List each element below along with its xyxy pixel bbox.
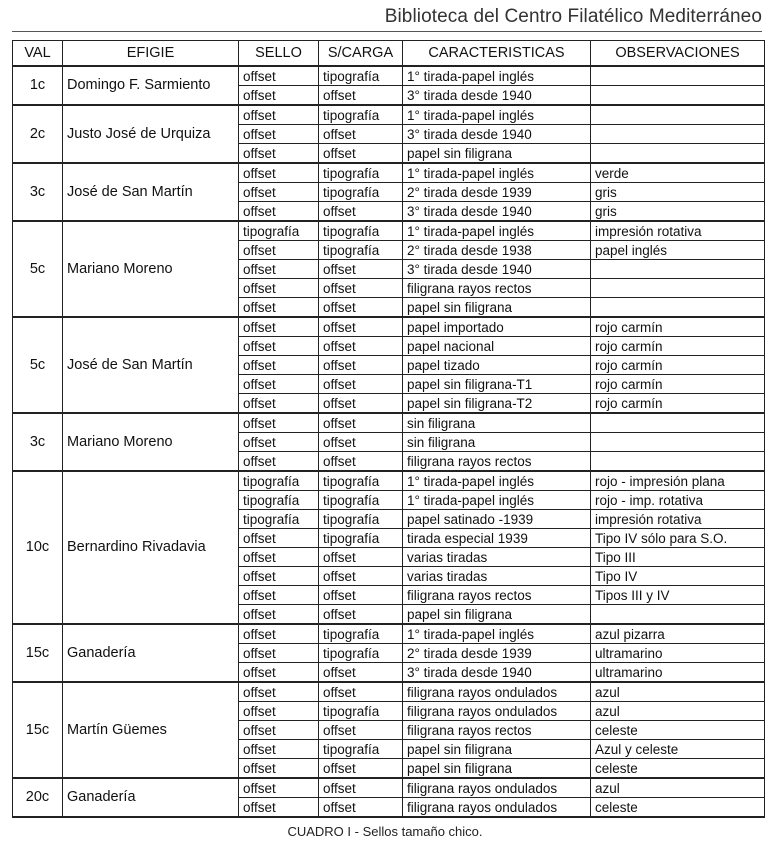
cell-observaciones: impresión rotativa [591, 510, 765, 529]
cell-sello: offset [239, 567, 319, 586]
cell-caracteristicas: filigrana rayos ondulados [403, 702, 591, 721]
cell-caracteristicas: 3° tirada desde 1940 [403, 125, 591, 144]
cell-scarga: offset [319, 144, 403, 164]
cell-observaciones: rojo carmín [591, 394, 765, 414]
cell-caracteristicas: 3° tirada desde 1940 [403, 202, 591, 222]
cell-sello: offset [239, 548, 319, 567]
cell-sello: offset [239, 183, 319, 202]
cell-observaciones: celeste [591, 798, 765, 818]
cell-scarga: offset [319, 298, 403, 318]
cell-scarga: tipografía [319, 644, 403, 663]
cell-caracteristicas: 2° tirada desde 1939 [403, 183, 591, 202]
cell-sello: offset [239, 375, 319, 394]
cell-scarga: offset [319, 548, 403, 567]
cell-caracteristicas: 3° tirada desde 1940 [403, 260, 591, 279]
cell-observaciones [591, 413, 765, 433]
cell-sello: offset [239, 66, 319, 86]
cell-caracteristicas: 1° tirada-papel inglés [403, 221, 591, 241]
cell-observaciones: rojo carmín [591, 356, 765, 375]
cell-val: 2c [13, 105, 63, 163]
cell-caracteristicas: papel satinado -1939 [403, 510, 591, 529]
cell-observaciones [591, 433, 765, 452]
table-row [13, 413, 765, 433]
column-header-scarga: S/CARGA [319, 41, 403, 67]
cell-scarga: offset [319, 375, 403, 394]
cell-observaciones: rojo carmín [591, 337, 765, 356]
cell-scarga: offset [319, 586, 403, 605]
header-rule [12, 31, 762, 32]
header-row [13, 41, 765, 67]
table-caption: CUADRO I - Sellos tamaño chico. [287, 824, 483, 839]
cell-caracteristicas: 3° tirada desde 1940 [403, 86, 591, 106]
cell-observaciones [591, 452, 765, 472]
table-row [13, 471, 765, 491]
cell-caracteristicas: filigrana rayos ondulados [403, 778, 591, 798]
cell-sello: offset [239, 605, 319, 625]
cell-efigie: Mariano Moreno [63, 221, 239, 317]
cell-scarga: offset [319, 759, 403, 779]
cell-scarga: offset [319, 394, 403, 414]
cell-sello: offset [239, 721, 319, 740]
cell-efigie: Ganadería [63, 624, 239, 682]
cell-scarga: tipografía [319, 105, 403, 125]
cell-observaciones: ultramarino [591, 663, 765, 683]
cell-efigie: Mariano Moreno [63, 413, 239, 471]
cell-caracteristicas: sin filigrana [403, 413, 591, 433]
cell-caracteristicas: 2° tirada desde 1939 [403, 644, 591, 663]
cell-scarga: offset [319, 337, 403, 356]
cell-caracteristicas: filigrana rayos rectos [403, 452, 591, 472]
cell-sello: tipografía [239, 510, 319, 529]
cell-caracteristicas: 1° tirada-papel inglés [403, 491, 591, 510]
cell-observaciones [591, 66, 765, 86]
cell-scarga: tipografía [319, 491, 403, 510]
cell-caracteristicas: papel sin filigrana-T2 [403, 394, 591, 414]
cell-sello: offset [239, 682, 319, 702]
table-row [13, 163, 765, 183]
cell-efigie: Bernardino Rivadavia [63, 471, 239, 624]
cell-caracteristicas: tirada especial 1939 [403, 529, 591, 548]
cell-scarga: offset [319, 663, 403, 683]
cell-efigie: Justo José de Urquiza [63, 105, 239, 163]
cell-sello: offset [239, 413, 319, 433]
table-row [13, 624, 765, 644]
cell-val: 3c [13, 163, 63, 221]
cell-sello: offset [239, 644, 319, 663]
cell-val: 15c [13, 624, 63, 682]
cell-observaciones [591, 105, 765, 125]
cell-caracteristicas: 3° tirada desde 1940 [403, 663, 591, 683]
cell-sello: offset [239, 317, 319, 337]
cell-scarga: tipografía [319, 529, 403, 548]
cell-sello: offset [239, 202, 319, 222]
cell-caracteristicas: 1° tirada-papel inglés [403, 624, 591, 644]
library-header: Biblioteca del Centro Filatélico Mediterráneo [384, 6, 762, 27]
cell-sello: offset [239, 86, 319, 106]
cell-observaciones: Tipo IV [591, 567, 765, 586]
cell-sello: offset [239, 740, 319, 759]
cell-efigie: Domingo F. Sarmiento [63, 66, 239, 105]
cell-observaciones [591, 298, 765, 318]
cell-sello: offset [239, 759, 319, 779]
cell-observaciones: Tipos III y IV [591, 586, 765, 605]
cell-efigie: Martín Güemes [63, 682, 239, 778]
cell-caracteristicas: filigrana rayos ondulados [403, 798, 591, 818]
cell-efigie: José de San Martín [63, 163, 239, 221]
cell-scarga: tipografía [319, 702, 403, 721]
cell-val: 1c [13, 66, 63, 105]
cell-observaciones: gris [591, 202, 765, 222]
cell-val: 5c [13, 317, 63, 413]
column-header-efigie: EFIGIE [63, 41, 239, 67]
table-row [13, 221, 765, 241]
cell-scarga: offset [319, 202, 403, 222]
column-header-sello: SELLO [239, 41, 319, 67]
cell-observaciones: azul pizarra [591, 624, 765, 644]
cell-sello: tipografía [239, 221, 319, 241]
cell-scarga: offset [319, 567, 403, 586]
cell-caracteristicas: filigrana rayos rectos [403, 721, 591, 740]
cell-caracteristicas: papel sin filigrana [403, 759, 591, 779]
cell-scarga: offset [319, 279, 403, 298]
cell-caracteristicas: papel sin filigrana [403, 298, 591, 318]
cell-val: 5c [13, 221, 63, 317]
cell-observaciones [591, 144, 765, 164]
cell-sello: offset [239, 144, 319, 164]
cell-val: 15c [13, 682, 63, 778]
cell-scarga: offset [319, 413, 403, 433]
cell-scarga: offset [319, 433, 403, 452]
cell-scarga: tipografía [319, 740, 403, 759]
cell-scarga: offset [319, 682, 403, 702]
cell-observaciones [591, 260, 765, 279]
table-row [13, 778, 765, 798]
cell-observaciones [591, 279, 765, 298]
cell-caracteristicas: 1° tirada-papel inglés [403, 471, 591, 491]
cell-scarga: offset [319, 605, 403, 625]
cell-sello: offset [239, 778, 319, 798]
cell-caracteristicas: papel importado [403, 317, 591, 337]
cell-caracteristicas: papel sin filigrana [403, 740, 591, 759]
cell-observaciones: Tipo III [591, 548, 765, 567]
table-body [13, 66, 765, 817]
cell-observaciones [591, 86, 765, 106]
column-header-observaciones: OBSERVACIONES [591, 41, 765, 67]
cell-scarga: offset [319, 778, 403, 798]
cell-caracteristicas: 2° tirada desde 1938 [403, 241, 591, 260]
cell-scarga: tipografía [319, 510, 403, 529]
cell-scarga: offset [319, 317, 403, 337]
cell-scarga: offset [319, 356, 403, 375]
cell-scarga: tipografía [319, 471, 403, 491]
cell-observaciones: celeste [591, 759, 765, 779]
cell-observaciones: azul [591, 702, 765, 721]
cell-observaciones [591, 125, 765, 144]
cell-observaciones: gris [591, 183, 765, 202]
cell-sello: offset [239, 125, 319, 144]
cell-sello: offset [239, 586, 319, 605]
cell-scarga: tipografía [319, 624, 403, 644]
cell-scarga: offset [319, 721, 403, 740]
cell-observaciones: Tipo IV sólo para S.O. [591, 529, 765, 548]
cell-scarga: tipografía [319, 221, 403, 241]
cell-sello: offset [239, 394, 319, 414]
cell-val: 20c [13, 778, 63, 817]
cell-sello: offset [239, 663, 319, 683]
cell-val: 3c [13, 413, 63, 471]
cell-observaciones: Azul y celeste [591, 740, 765, 759]
cell-sello: offset [239, 452, 319, 472]
cell-scarga: offset [319, 125, 403, 144]
cell-caracteristicas: papel sin filigrana-T1 [403, 375, 591, 394]
cell-efigie: José de San Martín [63, 317, 239, 413]
cell-caracteristicas: varias tiradas [403, 548, 591, 567]
cell-sello: offset [239, 529, 319, 548]
cell-caracteristicas: sin filigrana [403, 433, 591, 452]
cell-caracteristicas: filigrana rayos rectos [403, 586, 591, 605]
cell-caracteristicas: 1° tirada-papel inglés [403, 66, 591, 86]
cell-sello: offset [239, 298, 319, 318]
cell-observaciones: rojo carmín [591, 317, 765, 337]
column-header-val: VAL [13, 41, 63, 67]
table-row [13, 66, 765, 86]
cell-caracteristicas: varias tiradas [403, 567, 591, 586]
cell-scarga: offset [319, 452, 403, 472]
cell-observaciones: rojo carmín [591, 375, 765, 394]
cell-scarga: tipografía [319, 241, 403, 260]
cell-sello: offset [239, 105, 319, 125]
cell-efigie: Ganadería [63, 778, 239, 817]
cell-val: 10c [13, 471, 63, 624]
cell-sello: tipografía [239, 491, 319, 510]
cell-scarga: tipografía [319, 66, 403, 86]
cell-sello: offset [239, 241, 319, 260]
cell-sello: offset [239, 624, 319, 644]
cell-caracteristicas: filigrana rayos rectos [403, 279, 591, 298]
cell-sello: offset [239, 279, 319, 298]
cell-caracteristicas: papel sin filigrana [403, 144, 591, 164]
cell-scarga: offset [319, 86, 403, 106]
cell-scarga: offset [319, 798, 403, 818]
table-header [13, 41, 765, 67]
table-row [13, 317, 765, 337]
cell-sello: offset [239, 163, 319, 183]
cell-scarga: offset [319, 260, 403, 279]
cell-sello: offset [239, 702, 319, 721]
cell-sello: offset [239, 337, 319, 356]
cell-caracteristicas: papel sin filigrana [403, 605, 591, 625]
cell-sello: tipografía [239, 471, 319, 491]
table-row [13, 682, 765, 702]
cell-observaciones: verde [591, 163, 765, 183]
stamps-table [12, 40, 765, 818]
cell-observaciones [591, 605, 765, 625]
cell-caracteristicas: papel tizado [403, 356, 591, 375]
cell-observaciones: impresión rotativa [591, 221, 765, 241]
cell-observaciones: azul [591, 682, 765, 702]
cell-caracteristicas: filigrana rayos ondulados [403, 682, 591, 702]
cell-observaciones: ultramarino [591, 644, 765, 663]
cell-caracteristicas: papel nacional [403, 337, 591, 356]
cell-observaciones: papel inglés [591, 241, 765, 260]
cell-scarga: tipografía [319, 183, 403, 202]
cell-sello: offset [239, 798, 319, 818]
cell-caracteristicas: 1° tirada-papel inglés [403, 163, 591, 183]
cell-caracteristicas: 1° tirada-papel inglés [403, 105, 591, 125]
cell-sello: offset [239, 260, 319, 279]
cell-sello: offset [239, 356, 319, 375]
cell-observaciones: rojo - impresión plana [591, 471, 765, 491]
cell-observaciones: rojo - imp. rotativa [591, 491, 765, 510]
table-row [13, 105, 765, 125]
cell-sello: offset [239, 433, 319, 452]
cell-observaciones: celeste [591, 721, 765, 740]
cell-observaciones: azul [591, 778, 765, 798]
column-header-caracteristicas: CARACTERISTICAS [403, 41, 591, 67]
cell-scarga: tipografía [319, 163, 403, 183]
